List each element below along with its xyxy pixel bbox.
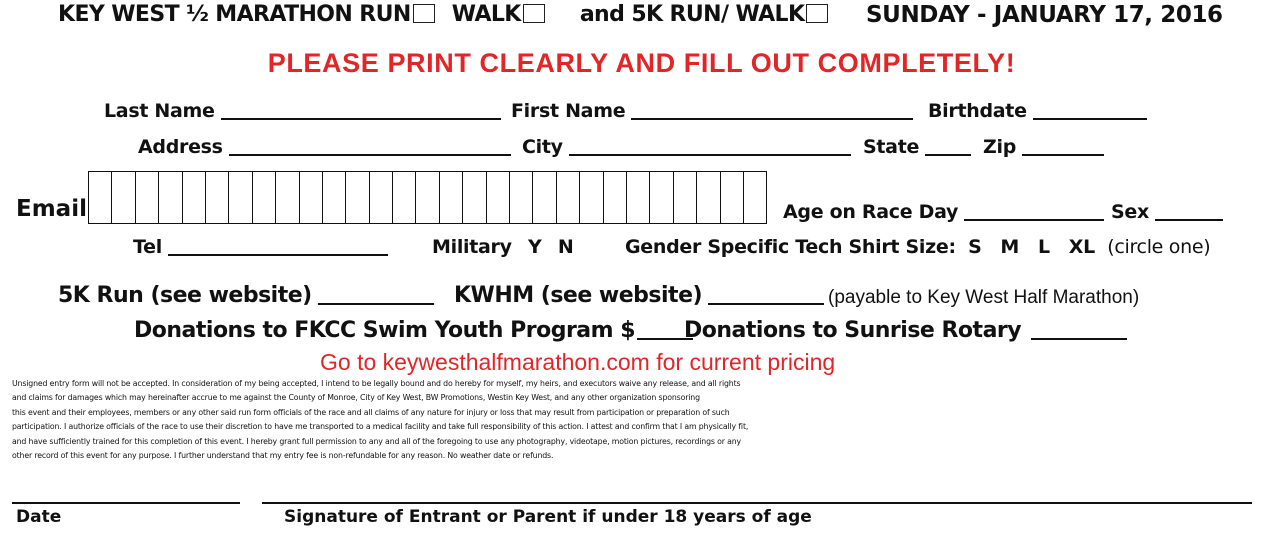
- email-character-boxes[interactable]: [88, 171, 767, 224]
- email-char-box[interactable]: [580, 172, 603, 223]
- military-no-option[interactable]: N: [557, 236, 574, 258]
- city-field[interactable]: [569, 136, 851, 156]
- email-char-box[interactable]: [557, 172, 580, 223]
- email-char-box[interactable]: [674, 172, 697, 223]
- walk-checkbox[interactable]: [523, 4, 545, 23]
- entrant-signature-line[interactable]: [262, 502, 1252, 504]
- shirt-prefix: Gender Specific: [625, 236, 789, 258]
- date-label: Date: [16, 507, 62, 527]
- payable-note: (payable to Key West Half Marathon): [828, 287, 1140, 308]
- first-name-row: [511, 100, 913, 122]
- military-label: Military: [432, 236, 512, 258]
- birthdate-label: Birthdate: [928, 100, 1027, 122]
- sex-row: [1111, 201, 1223, 223]
- email-char-box[interactable]: [627, 172, 650, 223]
- waiver-line: participation. I authorize officials of the race to use their discretion to have me transported to a medical facility and take full responsibility of this action. I attest and confirm that I am physically fit,: [12, 422, 749, 432]
- waiver-line: this event and their employees, members or any other said run form officials of the race and all claims of any nature for injury or loss that may result from participation or preparation of such: [12, 407, 730, 417]
- race-date: SUNDAY - JANUARY 17, 2016: [866, 2, 1223, 28]
- military-yes-option[interactable]: Y: [528, 236, 542, 258]
- email-char-box[interactable]: [510, 172, 533, 223]
- email-char-box[interactable]: [487, 172, 510, 223]
- age-row: [783, 201, 1104, 223]
- age-label: Age on Race Day: [783, 201, 959, 223]
- 5k-fee-label: 5K Run (see website): [58, 283, 312, 308]
- waiver-text: [12, 377, 1272, 463]
- signature-label: Signature of Entrant or Parent if under 18 years of age: [284, 507, 812, 527]
- age-field[interactable]: [964, 201, 1104, 221]
- zip-label: Zip: [983, 136, 1016, 158]
- first-name-field[interactable]: [631, 100, 913, 120]
- last-name-row: [104, 100, 501, 122]
- waiver-line: and have sufficiently trained for this completion of this event. I hereby grant full permission to any and all of the foregoing to use any photography, videotape, motion pictures, recordings or any: [12, 436, 742, 446]
- sex-label: Sex: [1111, 201, 1149, 223]
- waiver-line: and claims for damages which may hereinafter accrue to me against the County of Monroe, City of Key West, BW Promotions, Westin Key West, and any other organization sponsoring: [12, 393, 700, 403]
- pricing-note: Go to keywesthalfmarathon.com for current pricing: [320, 349, 836, 375]
- rotary-donation-field[interactable]: [1031, 320, 1127, 340]
- last-name-label: Last Name: [104, 100, 215, 122]
- email-char-box[interactable]: [229, 172, 252, 223]
- half-marathon-run-label: KEY WEST ½ MARATHON RUN: [58, 2, 411, 27]
- email-char-box[interactable]: [697, 172, 720, 223]
- email-char-box[interactable]: [346, 172, 369, 223]
- email-char-box[interactable]: [159, 172, 182, 223]
- kwhm-fee-row: [454, 283, 824, 308]
- email-char-box[interactable]: [533, 172, 556, 223]
- instruction-heading: PLEASE PRINT CLEARLY AND FILL OUT COMPLETELY!: [267, 48, 1016, 78]
- state-row: [863, 136, 971, 158]
- state-field[interactable]: [925, 136, 971, 156]
- email-char-box[interactable]: [253, 172, 276, 223]
- zip-row: [983, 136, 1104, 158]
- address-field[interactable]: [229, 136, 511, 156]
- tel-label: Tel: [133, 236, 162, 258]
- city-label: City: [522, 136, 563, 158]
- email-char-box[interactable]: [440, 172, 463, 223]
- email-char-box[interactable]: [604, 172, 627, 223]
- email-char-box[interactable]: [276, 172, 299, 223]
- first-name-label: First Name: [511, 100, 626, 122]
- rotary-donation-row: [684, 318, 1127, 343]
- shirt-label: Tech Shirt Size:: [795, 236, 956, 258]
- event-title: [58, 2, 834, 27]
- waiver-line: Unsigned entry form will not be accepted. In consideration of my being accepted, I intend to be legally bound and do hereby for myself, my heirs, and executors waive any release, and all rights: [12, 379, 741, 388]
- email-char-box[interactable]: [416, 172, 439, 223]
- 5k-fee-field[interactable]: [318, 285, 434, 305]
- email-char-box[interactable]: [300, 172, 323, 223]
- kwhm-fee-field[interactable]: [708, 285, 824, 305]
- sex-field[interactable]: [1155, 201, 1223, 221]
- zip-field[interactable]: [1022, 136, 1104, 156]
- email-label: Email: [16, 196, 87, 222]
- shirt-size-options[interactable]: S M L XL: [968, 236, 1095, 258]
- birthdate-row: [928, 100, 1147, 122]
- email-char-box[interactable]: [721, 172, 744, 223]
- tel-row: [133, 236, 388, 258]
- email-char-box[interactable]: [206, 172, 229, 223]
- tel-field[interactable]: [168, 236, 388, 256]
- birthdate-field[interactable]: [1033, 100, 1147, 120]
- walk-label: WALK: [451, 2, 521, 27]
- city-row: [522, 136, 851, 158]
- 5k-checkbox[interactable]: [806, 4, 828, 23]
- kwhm-fee-label: KWHM (see website): [454, 283, 703, 308]
- shirt-circle-note: (circle one): [1107, 236, 1211, 258]
- email-char-box[interactable]: [323, 172, 346, 223]
- email-char-box[interactable]: [370, 172, 393, 223]
- military-row: [432, 236, 573, 258]
- waiver-line: other record of this event for any purpose. I further understand that my entry fee is non-refundable for any reason. No weather date or refunds.: [12, 451, 554, 461]
- 5k-run-walk-label: and 5K RUN/ WALK: [579, 2, 805, 27]
- email-char-box[interactable]: [136, 172, 159, 223]
- fkcc-donation-label: Donations to FKCC Swim Youth Program $: [134, 318, 636, 343]
- email-char-box[interactable]: [393, 172, 416, 223]
- half-marathon-run-checkbox[interactable]: [413, 4, 435, 23]
- address-row: [138, 136, 511, 158]
- shirt-row: [625, 236, 1210, 258]
- fkcc-donation-row: [134, 318, 693, 343]
- last-name-field[interactable]: [221, 100, 501, 120]
- email-char-box[interactable]: [183, 172, 206, 223]
- rotary-donation-label: Donations to Sunrise Rotary: [684, 318, 1022, 343]
- email-char-box[interactable]: [89, 172, 112, 223]
- email-char-box[interactable]: [744, 172, 767, 223]
- state-label: State: [863, 136, 920, 158]
- date-signature-line[interactable]: [12, 502, 240, 504]
- email-char-box[interactable]: [650, 172, 673, 223]
- 5k-fee-row: [58, 283, 434, 308]
- address-label: Address: [138, 136, 223, 158]
- email-char-box[interactable]: [112, 172, 135, 223]
- email-char-box[interactable]: [463, 172, 486, 223]
